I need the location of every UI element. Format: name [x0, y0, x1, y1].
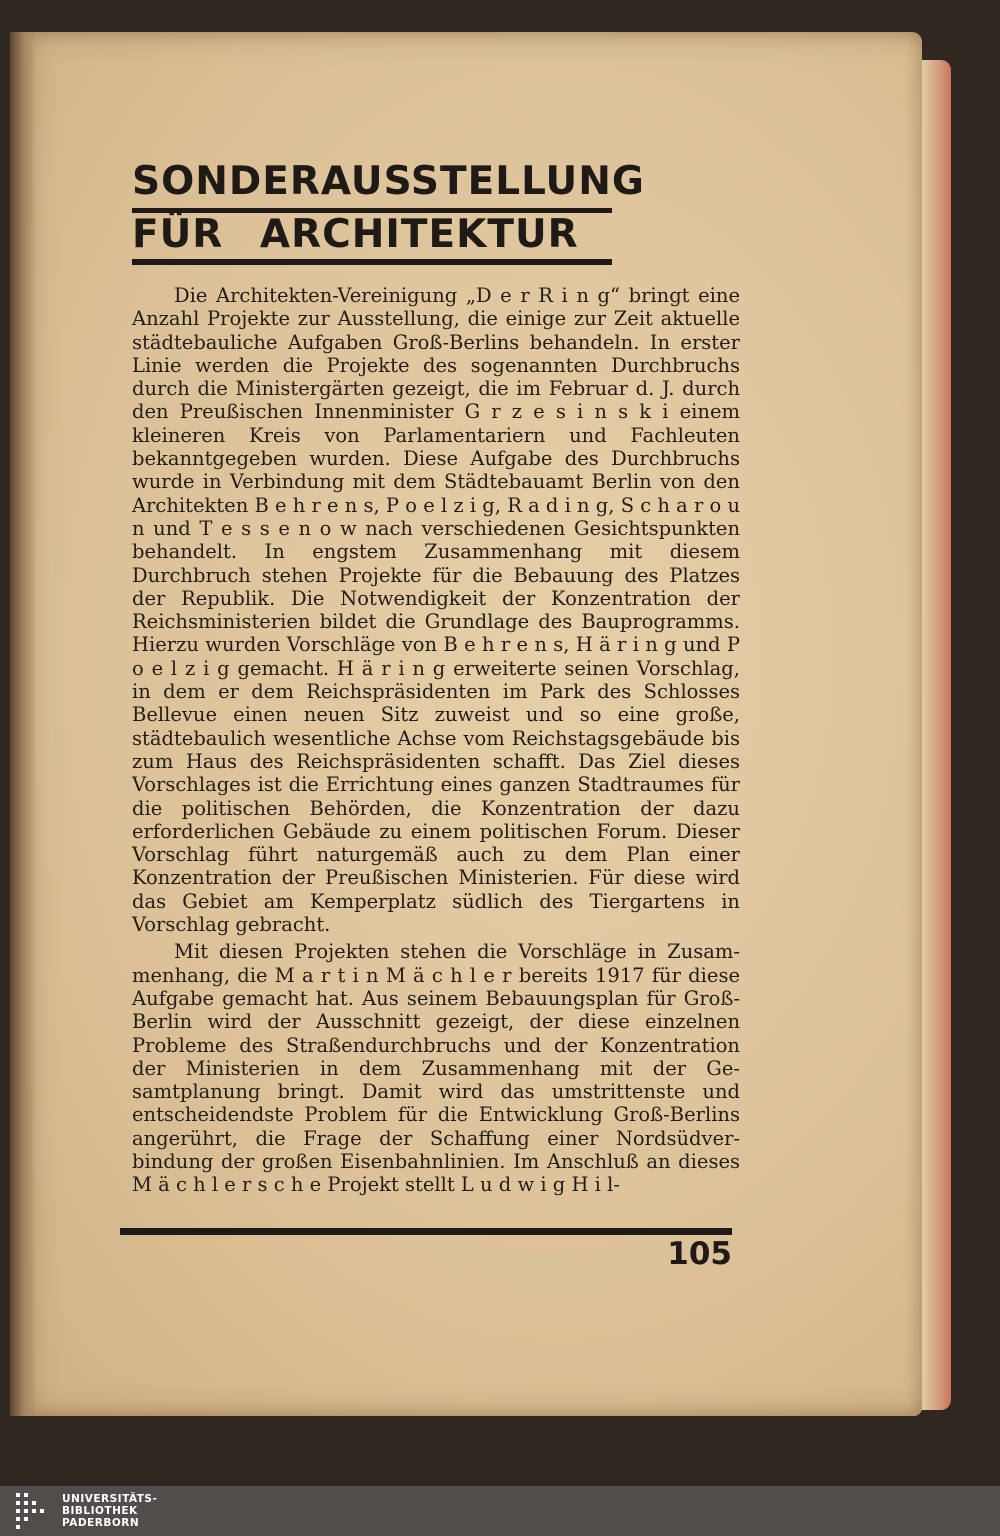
page-gutter-shadow — [10, 32, 36, 1416]
footer-rule — [120, 1228, 732, 1235]
library-name-line-1: UNIVERSITÄTS- — [62, 1493, 158, 1505]
article-heading — [132, 159, 645, 265]
heading-line-1: SONDERAUSSTELLUNG — [132, 160, 612, 213]
library-logo-icon — [16, 1493, 50, 1529]
library-name-line-3: PADERBORN — [62, 1517, 140, 1529]
paragraph-1: Die Architekten-Vereinigung „D e r R i n g“ bringt eine Anzahl Projekte zur Ausstellung, die einige zur Zeit aktuelle städtebauliche Aufgaben Groß-Berlins behandeln. In erster Linie werden die Projekte des sogenannten Durchbruchs durch die Ministergärten gezeigt, die im Februar d. J. durch den Preußischen Innenminister G r z e s i n s k i einem kleineren Kreis von Parlamentariern und Fachleuten bekanntgegeben wurden. Diese Aufgabe des Durchbruchs wurde in Verbindung mit dem Städtebauamt Berlin von den Architekten B e h r e n s, P o e l z i g, R a d i n g, S c h a r o u n und T e s s e n o w nach verschiedenen Gesichtspunkten behandelt. In engstem Zusammenhang mit diesem Durchbruch stehen Projekte für die Bebauung des Platzes der Republik. Die Notwendigkeit der Konzentration der Reichsministerien bildet die Grundlage des Bauprogramms. Hierzu wurden Vorschläge von B e h r e n s, H ä r i n g und P o e l z i g gemacht. H ä r i n g erweiterte seinen Vorschlag, in dem er dem Reichspräsidenten im Park des Schlosses Bellevue einen neuen Sitz zuweist und so eine große, städtebaulich wesentliche Achse vom Reichstagsgebäude bis zum Haus des Reichspräsidenten schafft. Das Ziel dieses Vorschlages ist die Errichtung eines ganzen Stadtraumes für die politischen Behörden, die Konzentration der dazu erforderlichen Gebäude zu einem politischen Forum. Dieser Vorschlag führt naturgemäß auch zu dem Plan einer Konzentration der Preußischen Ministerien. Für diese wird das Gebiet am Kemperplatz südlich des Tiergartens in Vorschlag gebracht. — [132, 284, 740, 937]
library-name-line-2: BIBLIOTHEK — [62, 1505, 138, 1517]
heading-line-2: FÜR ARCHITEKTUR — [132, 213, 612, 265]
library-watermark-bar — [0, 1486, 1000, 1536]
page-number: 105 — [667, 1236, 732, 1272]
library-name — [62, 1493, 157, 1529]
paragraph-2: Mit diesen Projekten stehen die Vorschläge in Zusammenhang, die M a r t i n M ä c h l e r bereits 1917 für diese Aufgabe gemacht hat. Aus seinem Bebauungsplan für Groß-Berlin wird der Ausschnitt gezeigt, der diese einzelnen Probleme des Straßendurchbruchs und der Konzentration der Ministerien in dem Zusammenhang mit der Gesamtplanung bringt. Damit wird das umstrittenste und entscheidendste Problem für die Entwicklung Groß-Berlins angerührt, die Frage der Schaffung einer Nordsüdverbindung der großen Eisenbahnlinien. Im Anschluß an dieses M ä c h l e r s c h e Projekt stellt L u d w i g H i l- — [132, 940, 740, 1197]
article-body — [132, 284, 740, 1197]
